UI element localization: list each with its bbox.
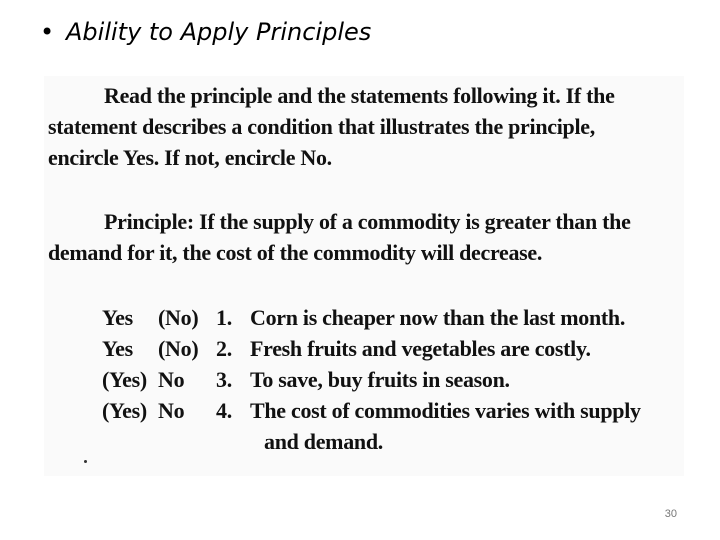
instructions-line: Read the principle and the statements following it. If the [104,83,615,108]
no-option: (No) [158,305,199,330]
slide-title [40,18,371,46]
principle-paragraph [48,206,631,268]
yes-option: Yes [102,305,133,330]
principle-line: demand for it, the cost of the commodity will decrease. [48,240,543,265]
statement-text: Corn is cheaper now than the last month. [250,305,626,330]
item-number: 2. [216,336,232,361]
page-number: 30 [664,508,677,520]
yes-option: (Yes) [102,398,147,423]
item-number: 4. [216,398,232,423]
item-number: 1. [216,305,232,330]
statement-text: To save, buy fruits in season. [250,367,510,392]
statement-list [102,302,641,457]
no-option: No [158,398,185,423]
no-option: No [158,367,185,392]
statement-continuation-text: and demand. [264,429,383,454]
statement-continuation [102,426,641,457]
yes-option: Yes [102,336,133,361]
scanned-exercise-image [44,76,684,476]
statement-item [102,333,641,364]
statement-item [102,395,641,426]
scan-speck [84,460,87,463]
statement-item [102,302,641,333]
no-option: (No) [158,336,199,361]
bullet-marker: • [40,18,55,46]
principle-line: Principle: If the supply of a commodity is greater than the [104,209,631,234]
item-number: 3. [216,367,232,392]
instructions-line: statement describes a condition that illustrates the principle, [48,114,595,139]
instructions-paragraph [48,80,615,173]
slide-title-text: Ability to Apply Principles [66,18,372,46]
yes-option: (Yes) [102,367,147,392]
statement-item [102,364,641,395]
statement-text: Fresh fruits and vegetables are costly. [250,336,591,361]
instructions-line: encircle Yes. If not, encircle No. [48,145,332,170]
statement-text: The cost of commodities varies with supply [250,398,641,423]
